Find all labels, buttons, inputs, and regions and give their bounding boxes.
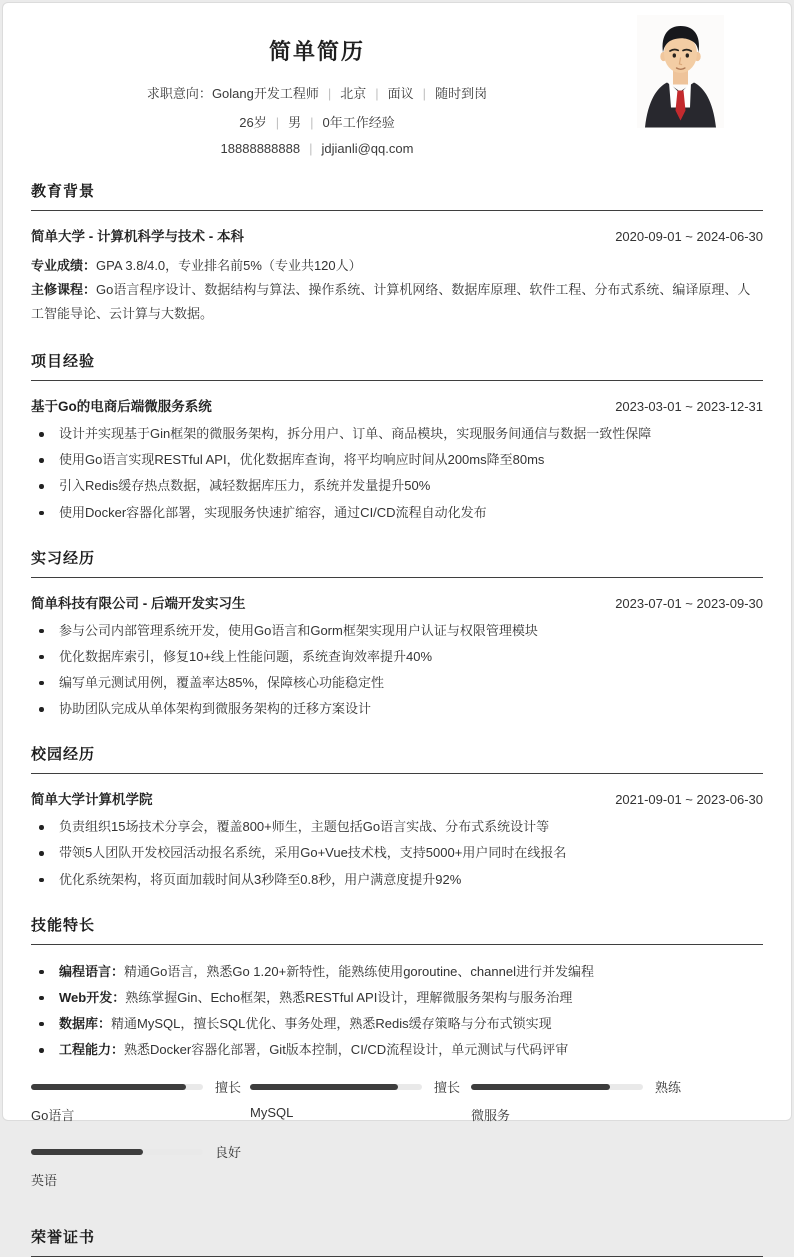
job-intent-line bbox=[31, 83, 603, 102]
project-entry-head bbox=[31, 395, 763, 415]
internship-entry-head bbox=[31, 592, 763, 612]
separator: | bbox=[275, 115, 280, 130]
section-honors-heading: 荣誉证书 bbox=[31, 1226, 763, 1257]
skills-bullet-list bbox=[31, 962, 763, 1061]
education-entry-head bbox=[31, 225, 763, 245]
separator: | bbox=[327, 86, 332, 101]
education-gpa-row bbox=[31, 254, 763, 278]
skill-category-label: 编程语言： bbox=[59, 963, 125, 979]
list-item: 设计并实现基于Gin框架的微服务架构，拆分用户、订单、商品模块，实现服务间通信与数据一致性保障 bbox=[31, 424, 763, 444]
project-entry-title: 基于Go的电商后端微服务系统 bbox=[31, 399, 212, 415]
email-address: jdjianli@qq.com bbox=[321, 141, 414, 156]
age: 26岁 bbox=[239, 115, 267, 130]
list-item: 带领5人团队开发校园活动报名系统，采用Go+Vue技术栈，支持5000+用户同时在线报名 bbox=[31, 843, 763, 863]
list-item: 使用Go语言实现RESTful API，优化数据库查询，将平均响应时间从200ms降至80ms bbox=[31, 450, 763, 470]
job-intent-salary: 面议 bbox=[387, 86, 414, 101]
list-item: 优化系统架构，将页面加载时间从3秒降至0.8秒，用户满意度提升92% bbox=[31, 870, 763, 890]
education-courses-label: 主修课程： bbox=[31, 282, 97, 298]
section-campus bbox=[31, 743, 763, 889]
separator: | bbox=[375, 86, 379, 101]
list-item: 优化数据库索引，修复10+线上性能问题，系统查询效率提升40% bbox=[31, 647, 763, 667]
section-honors bbox=[31, 1226, 763, 1257]
section-skills-heading: 技能特长 bbox=[31, 914, 763, 945]
skill-category-label: 工程能力： bbox=[59, 1042, 125, 1058]
skill-level-label: 擅长 bbox=[434, 1080, 461, 1096]
list-item bbox=[31, 1040, 763, 1060]
education-date-range: 2020-09-01 ~ 2024-06-30 bbox=[615, 229, 763, 244]
list-item: 引入Redis缓存热点数据，减轻数据库压力，系统并发量提升50% bbox=[31, 476, 763, 496]
section-project-heading: 项目经验 bbox=[31, 350, 763, 381]
skill-category-label: 数据库： bbox=[59, 1015, 112, 1031]
list-item bbox=[31, 962, 763, 982]
section-education-heading: 教育背景 bbox=[31, 180, 763, 211]
internship-date-range: 2023-07-01 ~ 2023-09-30 bbox=[615, 595, 763, 611]
skill-bar-fill bbox=[31, 1084, 186, 1090]
skill-bar-track bbox=[471, 1084, 643, 1090]
resume-page bbox=[2, 2, 792, 1247]
header-text-block bbox=[31, 35, 603, 156]
gender: 男 bbox=[288, 115, 302, 130]
education-courses-row bbox=[31, 278, 763, 326]
campus-entry-title: 简单大学计算机学院 bbox=[31, 792, 153, 808]
skill-bar-microservice bbox=[471, 1077, 763, 1124]
section-skills bbox=[31, 914, 763, 1208]
list-item: 参与公司内部管理系统开发，使用Go语言和Gorm框架实现用户认证与权限管理模块 bbox=[31, 621, 763, 641]
skill-level-label: 良好 bbox=[215, 1145, 242, 1161]
skill-bar-track bbox=[31, 1149, 203, 1155]
skill-bar-fill bbox=[471, 1084, 610, 1090]
skill-bar-fill bbox=[250, 1084, 398, 1090]
list-item bbox=[31, 988, 763, 1008]
skill-category-text: 熟练掌握Gin、Echo框架，熟悉RESTful API设计，理解微服务架构与服务治理 bbox=[125, 989, 573, 1005]
skill-name: Go语言 bbox=[31, 1108, 75, 1124]
section-internship bbox=[31, 547, 763, 720]
phone-number: 18888888888 bbox=[220, 141, 301, 156]
resume-header bbox=[31, 3, 763, 156]
skill-category-label: Web开发： bbox=[59, 989, 126, 1005]
skill-bars-grid bbox=[31, 1077, 763, 1207]
list-item: 编写单元测试用例，覆盖率达85%，保障核心功能稳定性 bbox=[31, 673, 763, 693]
skill-name: 微服务 bbox=[471, 1108, 511, 1124]
skill-bar-track bbox=[31, 1084, 203, 1090]
skill-bar-fill bbox=[31, 1149, 143, 1155]
list-item: 协助团队完成从单体架构到微服务架构的迁移方案设计 bbox=[31, 699, 763, 719]
section-internship-heading: 实习经历 bbox=[31, 547, 763, 578]
campus-date-range: 2021-09-01 ~ 2023-06-30 bbox=[615, 792, 763, 808]
separator: | bbox=[422, 86, 427, 101]
job-intent-city: 北京 bbox=[340, 86, 367, 101]
skill-category-text: 熟悉Docker容器化部署，Git版本控制，CI/CD流程设计，单元测试与代码评审 bbox=[124, 1042, 569, 1058]
job-intent-position: Golang开发工程师 bbox=[211, 86, 319, 101]
skill-bar-english bbox=[31, 1142, 250, 1189]
skill-category-text: 精通MySQL，擅长SQL优化、事务处理，熟悉Redis缓存策略与分布式锁实现 bbox=[111, 1015, 552, 1031]
skill-bar-mysql bbox=[250, 1077, 471, 1124]
list-item bbox=[31, 1014, 763, 1034]
section-project bbox=[31, 350, 763, 523]
education-entry-title: 简单大学 - 计算机科学与技术 - 本科 bbox=[31, 229, 244, 244]
work-years: 0年工作经验 bbox=[322, 115, 395, 130]
campus-entry-head bbox=[31, 788, 763, 808]
list-item: 使用Docker容器化部署，实现服务快速扩缩容，通过CI/CD流程自动化发布 bbox=[31, 503, 763, 523]
separator: | bbox=[309, 141, 313, 156]
internship-bullet-list bbox=[31, 621, 763, 720]
list-item: 负责组织15场技术分享会，覆盖800+师生，主题包括Go语言实战、分布式系统设计等 bbox=[31, 817, 763, 837]
education-gpa-label: 专业成绩： bbox=[31, 258, 97, 273]
section-campus-heading: 校园经历 bbox=[31, 743, 763, 774]
project-date-range: 2023-03-01 ~ 2023-12-31 bbox=[615, 399, 763, 415]
internship-entry-title: 简单科技有限公司 - 后端开发实习生 bbox=[31, 595, 246, 611]
skill-bar-go bbox=[31, 1077, 250, 1124]
skill-level-label: 熟练 bbox=[655, 1080, 682, 1096]
skill-name: 英语 bbox=[31, 1173, 58, 1189]
resume-title: 简单简历 bbox=[268, 39, 365, 64]
skill-level-label: 擅长 bbox=[215, 1080, 242, 1096]
avatar bbox=[637, 15, 724, 128]
basic-info-line bbox=[31, 112, 603, 131]
job-intent-availability: 随时到岗 bbox=[435, 86, 488, 101]
skill-category-text: 精通Go语言，熟悉Go 1.20+新特性，能熟练使用goroutine、channel进行并发编程 bbox=[124, 963, 594, 979]
campus-bullet-list bbox=[31, 817, 763, 889]
skill-bar-track bbox=[250, 1084, 422, 1090]
avatar-portrait-illustration bbox=[637, 15, 724, 128]
skill-name: MySQL bbox=[250, 1105, 294, 1121]
education-gpa-text: GPA 3.8/4.0，专业排名前5%（专业共120人） bbox=[96, 258, 362, 273]
separator: | bbox=[310, 115, 314, 130]
contact-line bbox=[31, 141, 603, 156]
education-courses-text: Go语言程序设计、数据结构与算法、操作系统、计算机网络、数据库原理、软件工程、分布式系统、编译原理、人工智能导论、云计算与大数据。 bbox=[31, 282, 751, 322]
project-bullet-list bbox=[31, 424, 763, 523]
job-intent-label: 求职意向： bbox=[146, 86, 212, 101]
section-education bbox=[31, 180, 763, 326]
